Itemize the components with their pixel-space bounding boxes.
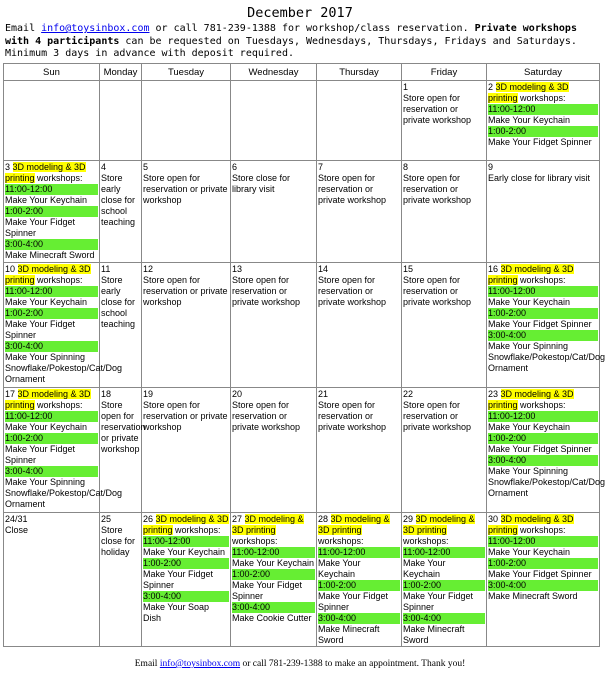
workshop-highlight: 3D modeling & 3D printing xyxy=(488,514,574,535)
day-cell xyxy=(487,161,600,263)
time-slot: 1:00-2:00 xyxy=(143,558,229,569)
time-slot: 11:00-12:00 xyxy=(143,536,229,547)
cell-text: Make Minecraft Sword xyxy=(403,624,465,645)
cell-text: Make Your Keychain xyxy=(5,297,88,307)
cell-text: 13 xyxy=(232,264,243,274)
day-heading xyxy=(5,389,98,411)
cell-text: 11 xyxy=(101,264,111,274)
cell-text: Store early close for school teaching xyxy=(101,275,136,329)
time-slot: 1:00-2:00 xyxy=(488,126,598,137)
day-number: 3 xyxy=(5,162,13,172)
time-slot: 3:00-4:00 xyxy=(5,341,98,352)
workshop-highlight: 3D modeling & 3D printing xyxy=(232,514,304,535)
weekday-header: Wednesday xyxy=(231,64,317,81)
cell-text: workshops: xyxy=(34,400,83,410)
workshop-highlight: 3D modeling & 3D printing xyxy=(5,264,91,285)
cell-text: Make Your Spinning Snowflake/Pokestop/Cat/Dog Ornament xyxy=(5,352,123,384)
day-cell xyxy=(487,388,605,513)
cell-text: Make Your Fidget Spinner xyxy=(5,217,76,238)
time-slot: 3:00-4:00 xyxy=(5,239,98,250)
intro-email-link[interactable]: info@toysinbox.com xyxy=(41,23,150,34)
day-cell xyxy=(142,81,231,161)
day-cell xyxy=(142,263,231,388)
time-slot: 11:00-12:00 xyxy=(5,184,98,195)
intro-mid: or call 781-239-1388 for workshop/class reservation. xyxy=(149,23,475,34)
day-cell xyxy=(231,263,317,388)
cell-text: Store open for reservation or private workshop xyxy=(403,275,472,307)
cell-text: Make Minecraft Sword xyxy=(488,591,578,601)
time-slot: 1:00-2:00 xyxy=(488,558,598,569)
time-slot: 11:00-12:00 xyxy=(5,286,98,297)
cell-text: Make Your Fidget Spinner xyxy=(5,444,76,465)
time-slot: 3:00-4:00 xyxy=(488,580,598,591)
day-number: 2 xyxy=(488,82,496,92)
cell-text: Make Your Spinning Snowflake/Pokestop/Cat/Dog Ornament xyxy=(488,341,605,373)
cell-text: 18 xyxy=(101,389,112,399)
cell-text: workshops: xyxy=(34,173,83,183)
cell-text: workshops: xyxy=(517,93,566,103)
cell-text: 7 xyxy=(318,162,324,172)
cell-text: Make Your Fidget Spinner xyxy=(488,137,592,147)
cell-text: 20 xyxy=(232,389,243,399)
intro-pre: Email xyxy=(5,23,42,34)
time-slot: 3:00-4:00 xyxy=(403,613,485,624)
cell-text: workshops: xyxy=(232,536,278,546)
cell-text: 15 xyxy=(403,264,414,274)
time-slot: 1:00-2:00 xyxy=(403,580,485,591)
day-cell xyxy=(402,388,487,513)
cell-text: 22 xyxy=(403,389,414,399)
weekday-header: Saturday xyxy=(487,64,600,81)
day-cell xyxy=(402,161,487,263)
cell-text: Make Your Fidget Spinner xyxy=(232,580,303,601)
day-cell xyxy=(487,513,600,647)
cell-text: Store open for reservation or private workshop xyxy=(318,400,387,432)
workshop-highlight: 3D modeling & 3D printing xyxy=(403,514,475,535)
calendar-body xyxy=(4,81,605,647)
day-heading xyxy=(488,82,598,104)
weekday-header-row xyxy=(4,64,600,81)
day-number: 29 xyxy=(403,514,416,524)
weekday-header: Thursday xyxy=(317,64,402,81)
cell-text: Make Your Fidget Spinner xyxy=(5,319,76,340)
time-slot: 11:00-12:00 xyxy=(403,547,485,558)
cell-text: Store open for reservation or private workshop xyxy=(232,400,301,432)
cell-text: workshops: xyxy=(172,525,221,535)
cell-text: Make Minecraft Sword xyxy=(318,624,380,645)
time-slot: 11:00-12:00 xyxy=(488,411,598,422)
week-row xyxy=(4,513,600,647)
cell-text: Make Your Keychain xyxy=(403,558,446,579)
cell-text: 5 xyxy=(143,162,149,172)
cell-text: workshops: xyxy=(403,536,449,546)
day-cell xyxy=(402,81,487,161)
time-slot: 3:00-4:00 xyxy=(232,602,315,613)
day-heading xyxy=(5,264,98,286)
cell-text: 19 xyxy=(143,389,154,399)
day-cell xyxy=(100,161,142,263)
weekday-header: Tuesday xyxy=(142,64,231,81)
cell-text: Store close for library visit xyxy=(232,173,291,194)
day-number: 16 xyxy=(488,264,501,274)
cell-text: Make Your Keychain xyxy=(232,558,315,568)
time-slot: 1:00-2:00 xyxy=(5,433,98,444)
page-title: December 2017 xyxy=(247,5,353,21)
cell-text: Store open for reservation or private workshop xyxy=(143,400,228,432)
cell-text: Close xyxy=(5,525,29,535)
day-heading xyxy=(403,514,485,547)
intro-bold: Private workshops with 4 participants xyxy=(5,23,577,47)
weekday-header: Sun xyxy=(4,64,100,81)
cell-text: workshops: xyxy=(517,400,566,410)
cell-text: Store open for reservation or private workshop xyxy=(403,173,472,205)
day-number: 23 xyxy=(488,389,501,399)
day-heading xyxy=(488,389,598,411)
weekday-header: Friday xyxy=(402,64,487,81)
cell-text: Make Minecraft Sword xyxy=(5,250,95,260)
time-slot: 1:00-2:00 xyxy=(232,569,315,580)
cell-text: workshops: xyxy=(517,275,566,285)
cell-text: Early close for library visit xyxy=(488,173,591,183)
cell-text: Store open for reservation or private workshop xyxy=(403,400,472,432)
workshop-highlight: 3D modeling & 3D printing xyxy=(488,389,574,410)
workshop-highlight: 3D modeling & 3D printing xyxy=(5,389,91,410)
cell-text: Make Your Keychain xyxy=(488,547,571,557)
day-cell xyxy=(231,388,317,513)
cell-text: Make Your Fidget Spinner xyxy=(488,319,592,329)
day-cell xyxy=(231,81,317,161)
day-cell xyxy=(4,161,100,263)
day-heading xyxy=(232,514,315,547)
cell-text: 25 xyxy=(101,514,112,524)
time-slot: 1:00-2:00 xyxy=(488,308,598,319)
cell-text: Make Cookie Cutter xyxy=(232,613,312,623)
cell-text: Store open for reservation or private workshop xyxy=(143,173,228,205)
day-cell xyxy=(4,513,100,647)
cell-text: 6 xyxy=(232,162,238,172)
day-cell xyxy=(402,263,487,388)
day-heading xyxy=(318,514,400,547)
time-slot: 1:00-2:00 xyxy=(5,308,98,319)
cell-text: Make Your Fidget Spinner xyxy=(143,569,214,590)
footer-email-link[interactable]: info@toysinbox.com xyxy=(159,659,241,669)
day-cell xyxy=(100,81,142,161)
time-slot: 11:00-12:00 xyxy=(488,536,598,547)
day-number: 26 xyxy=(143,514,156,524)
footer-pre: Email xyxy=(134,659,160,669)
day-cell xyxy=(231,161,317,263)
day-cell xyxy=(317,388,402,513)
cell-text: Make Your Spinning Snowflake/Pokestop/Cat/Dog Ornament xyxy=(488,466,605,498)
cell-text: Store open for reservation or private workshop xyxy=(143,275,228,307)
weekday-header: Monday xyxy=(100,64,142,81)
day-heading xyxy=(143,514,229,536)
day-number: 27 xyxy=(232,514,245,524)
calendar-table xyxy=(3,63,605,647)
cell-text: Store open for reservation or private workshop xyxy=(232,275,301,307)
cell-text: Store close for holiday xyxy=(101,525,136,557)
day-cell xyxy=(142,513,231,647)
day-cell xyxy=(317,263,402,388)
day-cell xyxy=(402,513,487,647)
day-cell xyxy=(142,161,231,263)
day-number: 28 xyxy=(318,514,331,524)
time-slot: 1:00-2:00 xyxy=(318,580,400,591)
cell-text: Make Your Keychain xyxy=(143,547,226,557)
day-cell xyxy=(317,161,402,263)
cell-text: Make Your Keychain xyxy=(318,558,361,579)
time-slot: 1:00-2:00 xyxy=(5,206,98,217)
cell-text: Make Your Fidget Spinner xyxy=(318,591,389,612)
time-slot: 3:00-4:00 xyxy=(318,613,400,624)
cell-text: Make Your Keychain xyxy=(5,422,88,432)
cell-text: workshops: xyxy=(318,536,364,546)
day-number: 17 xyxy=(5,389,18,399)
workshop-highlight: 3D modeling & 3D printing xyxy=(5,162,86,183)
day-cell xyxy=(487,81,600,161)
week-row xyxy=(4,161,600,263)
cell-text: Make Your Fidget Spinner xyxy=(488,444,592,454)
week-row xyxy=(4,263,600,388)
footer-text xyxy=(0,659,600,669)
cell-text: Make Your Soap Dish xyxy=(143,602,210,623)
week-row xyxy=(4,388,600,513)
cell-text: Store open for reservation or private workshop xyxy=(101,400,146,454)
time-slot: 11:00-12:00 xyxy=(488,286,598,297)
intro-post: can be requested on Tuesdays, Wednesdays, Thursdays, Fridays and Saturdays. Minimum 3 days in advance with deposit required. xyxy=(5,35,577,59)
time-slot: 11:00-12:00 xyxy=(232,547,315,558)
cell-text: workshops: xyxy=(517,525,566,535)
day-cell xyxy=(317,513,402,647)
cell-text: Store open for reservation or private workshop xyxy=(403,93,472,125)
cell-text: Make Your Keychain xyxy=(5,195,88,205)
workshop-highlight: 3D modeling & 3D printing xyxy=(318,514,390,535)
week-row xyxy=(4,81,600,161)
workshop-highlight: 3D modeling & 3D printing xyxy=(143,514,229,535)
cell-text: 21 xyxy=(318,389,329,399)
cell-text: workshops: xyxy=(34,275,83,285)
day-cell xyxy=(487,263,605,388)
cell-text: Store early close for school teaching xyxy=(101,173,136,227)
cell-text: Make Your Fidget Spinner xyxy=(403,591,474,612)
day-cell xyxy=(4,81,100,161)
time-slot: 1:00-2:00 xyxy=(488,433,598,444)
time-slot: 11:00-12:00 xyxy=(5,411,98,422)
cell-text: Make Your Spinning Snowflake/Pokestop/Cat/Dog Ornament xyxy=(5,477,123,509)
day-heading xyxy=(488,514,598,536)
cell-text: Store open for reservation or private workshop xyxy=(318,275,387,307)
cell-text: 9 xyxy=(488,162,494,172)
day-cell xyxy=(317,81,402,161)
cell-text: Make Your Keychain xyxy=(488,115,571,125)
workshop-highlight: 3D modeling & 3D printing xyxy=(488,82,569,103)
cell-text: 14 xyxy=(318,264,329,274)
cell-text: Make Your Fidget Spinner xyxy=(488,569,592,579)
cell-text: Make Your Keychain xyxy=(488,422,571,432)
workshop-highlight: 3D modeling & 3D printing xyxy=(488,264,574,285)
cell-text: 24/31 xyxy=(5,514,28,524)
footer-post: or call 781-239-1388 to make an appointment. Thank you! xyxy=(240,659,466,669)
time-slot: 3:00-4:00 xyxy=(488,330,598,341)
time-slot: 3:00-4:00 xyxy=(5,466,98,477)
time-slot: 11:00-12:00 xyxy=(488,104,598,115)
time-slot: 11:00-12:00 xyxy=(318,547,400,558)
cell-text: 4 xyxy=(101,162,107,172)
cell-text: 8 xyxy=(403,162,409,172)
time-slot: 3:00-4:00 xyxy=(488,455,598,466)
cell-text: Store open for reservation or private workshop xyxy=(318,173,387,205)
time-slot: 3:00-4:00 xyxy=(143,591,229,602)
cell-text: 12 xyxy=(143,264,154,274)
day-number: 10 xyxy=(5,264,18,274)
day-number: 30 xyxy=(488,514,501,524)
day-cell xyxy=(142,388,231,513)
day-heading xyxy=(5,162,98,184)
day-heading xyxy=(488,264,598,286)
day-cell xyxy=(231,513,317,647)
intro-text xyxy=(5,23,597,61)
cell-text: 1 xyxy=(403,82,409,92)
cell-text: Make Your Keychain xyxy=(488,297,571,307)
day-cell xyxy=(100,513,142,647)
